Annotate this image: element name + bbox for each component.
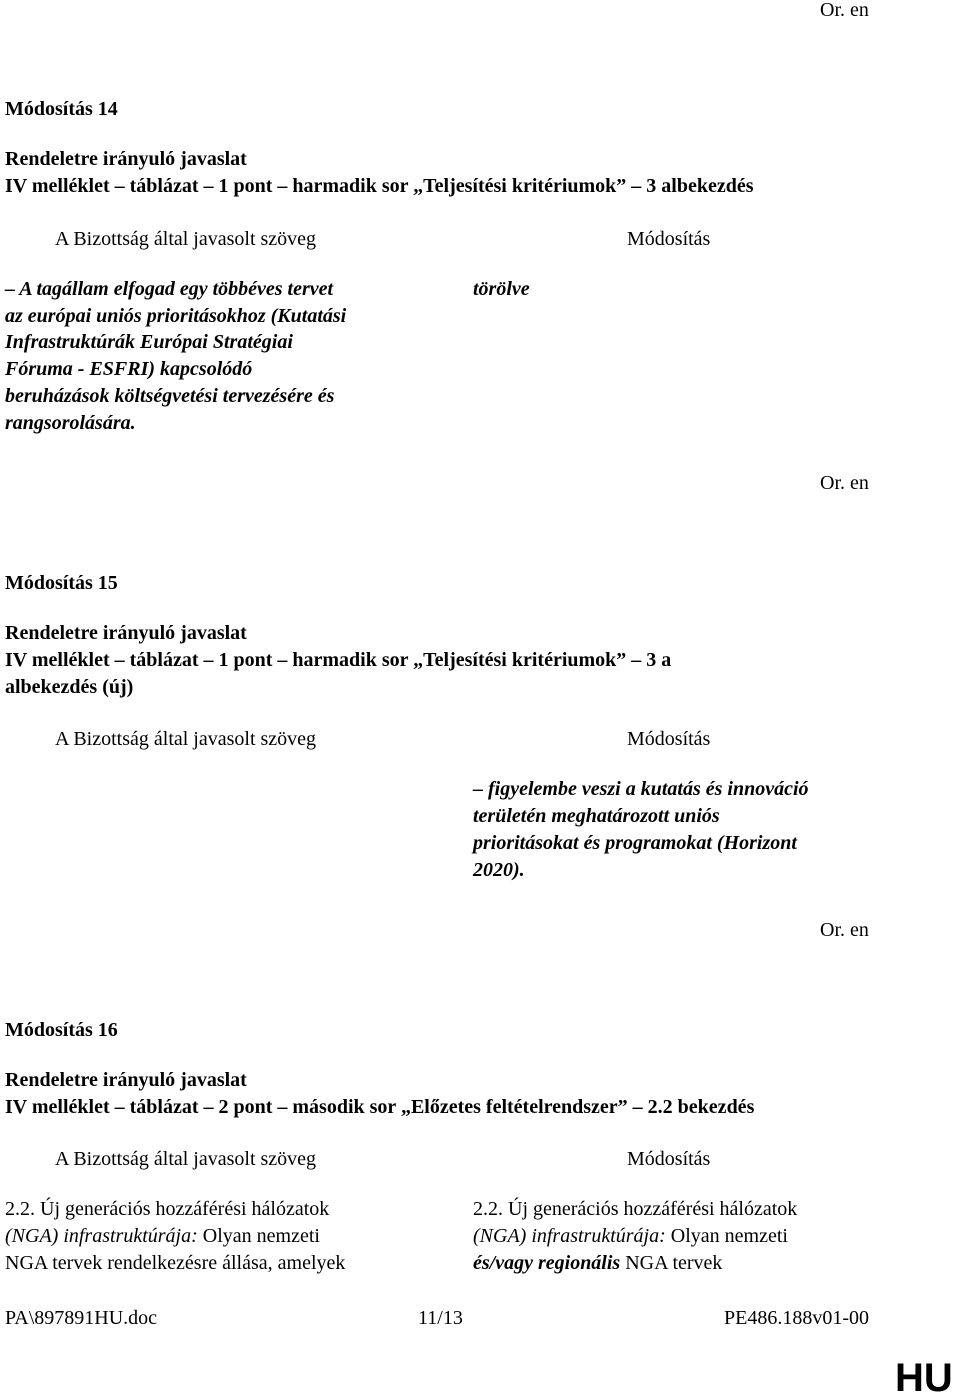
amendment-text: törölve xyxy=(473,278,530,300)
amendment-reference: IV melléklet – táblázat – 1 pont – harmadik sor „Teljesítési kritériumok” – 3 albekezdés xyxy=(5,175,754,197)
amendment-reference: IV melléklet – táblázat – 1 pont – harmadik sor „Teljesítési kritériumok” – 3 a xyxy=(5,649,672,671)
amendment-text-line: és/vagy regionális NGA tervek xyxy=(473,1252,723,1274)
or-label: Or. en xyxy=(820,0,869,21)
amendment-title: Módosítás 15 xyxy=(5,572,118,594)
amendment-text-line: 2020). xyxy=(473,859,525,881)
proposal-label: Rendeletre irányuló javaslat xyxy=(5,622,247,644)
commission-text-line: 2.2. Új generációs hozzáférési hálózatok xyxy=(5,1198,330,1220)
amendment-title: Módosítás 16 xyxy=(5,1019,118,1041)
commission-text-line: Fóruma - ESFRI) kapcsolódó xyxy=(5,358,253,380)
amendment-text-line: (NGA) infrastruktúrája: Olyan nemzeti xyxy=(473,1225,788,1247)
column-header-amendment: Módosítás xyxy=(627,228,711,250)
column-header-amendment: Módosítás xyxy=(627,728,711,750)
amendment-text-line: területén meghatározott uniós xyxy=(473,805,720,827)
column-header-commission: A Bizottság által javasolt szöveg xyxy=(55,728,317,750)
commission-text-line: az európai uniós prioritásokhoz (Kutatási xyxy=(5,305,347,327)
column-header-amendment: Módosítás xyxy=(627,1148,711,1170)
commission-text-line: – A tagállam elfogad egy többéves tervet xyxy=(5,278,334,300)
amendment-reference: albekezdés (új) xyxy=(5,676,134,698)
commission-text-line: Infrastruktúrák Európai Stratégiai xyxy=(5,331,293,353)
language-code: HU xyxy=(895,1356,953,1400)
footer-page-number: 11/13 xyxy=(418,1307,463,1329)
commission-text-line: NGA tervek rendelkezésre állása, amelyek xyxy=(5,1252,346,1274)
amendment-title: Módosítás 14 xyxy=(5,98,118,120)
footer-doc-ref: PA\897891HU.doc xyxy=(5,1307,158,1329)
or-label: Or. en xyxy=(820,472,869,494)
proposal-label: Rendeletre irányuló javaslat xyxy=(5,148,247,170)
amendment-text-line: – figyelembe veszi a kutatás és innováció xyxy=(473,778,809,800)
commission-text-line: rangsorolására. xyxy=(5,412,136,434)
amendment-reference: IV melléklet – táblázat – 2 pont – második sor „Előzetes feltételrendszer” – 2.2 bekezdés xyxy=(5,1096,755,1118)
commission-text-line: (NGA) infrastruktúrája: Olyan nemzeti xyxy=(5,1225,320,1247)
amendment-text-line: 2.2. Új generációs hozzáférési hálózatok xyxy=(473,1198,798,1220)
column-header-commission: A Bizottság által javasolt szöveg xyxy=(55,228,317,250)
proposal-label: Rendeletre irányuló javaslat xyxy=(5,1069,247,1091)
footer-pe-ref: PE486.188v01-00 xyxy=(724,1307,869,1329)
commission-text-line: beruházások költségvetési tervezésére és xyxy=(5,385,335,407)
column-header-commission: A Bizottság által javasolt szöveg xyxy=(55,1148,317,1170)
or-label: Or. en xyxy=(820,919,869,941)
amendment-text-line: prioritásokat és programokat (Horizont xyxy=(473,832,797,854)
